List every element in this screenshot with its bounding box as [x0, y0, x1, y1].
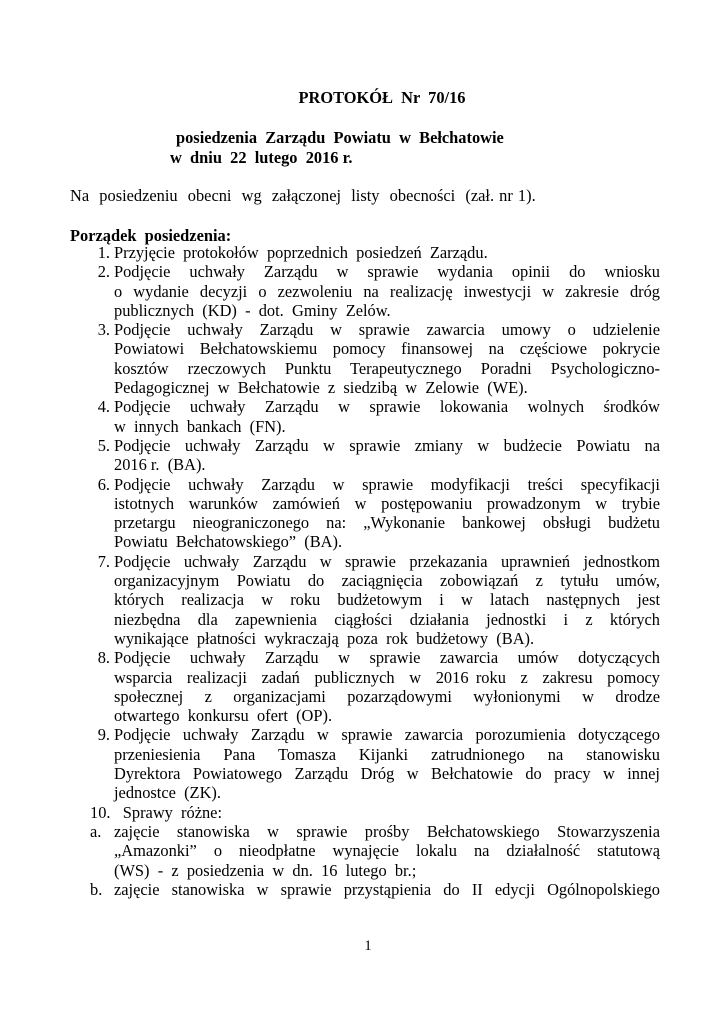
agenda-item	[70, 262, 660, 320]
agenda-item-line: Podjęcie uchwały Zarządu w sprawie zmiany w budżecie Powiatu na	[114, 435, 660, 455]
agenda-item-text	[114, 397, 660, 436]
agenda-item	[70, 436, 660, 475]
agenda-item-line: otwartego konkursu ofert (OP).	[114, 706, 333, 726]
agenda-item-line: społecznej z organizacjami pozarządowymi wyłonionymi w drodze	[114, 686, 660, 706]
agenda-item-line: 2016 r. (BA).	[114, 455, 206, 475]
agenda-item-line: Podjęcie uchwały Zarządu w sprawie zawarcia umów dotyczących	[114, 648, 660, 668]
attendance-paragraph: Na posiedzeniu obecni wg załączonej listy obecności (zał. nr 1).	[70, 186, 536, 205]
agenda-item-line: niezbędna dla zapewnienia ciągłości działania jednostki i z których	[114, 609, 660, 629]
agenda-item-number: 4.	[97, 397, 110, 417]
agenda-item-text	[114, 648, 660, 725]
agenda-item	[70, 552, 660, 648]
agenda-item-line: Podjęcie uchwały Zarządu w sprawie zawarcia umowy o udzielenie	[114, 320, 660, 340]
agenda-item	[70, 397, 660, 436]
agenda-item-line: kosztów rzeczowych Punktu Terapeutycznego Poradni Psychologiczno-	[114, 358, 660, 378]
agenda-item-line: Dyrektora Powiatowego Zarządu Dróg w Bełchatowie do pracy w innej	[114, 764, 660, 784]
agenda-item-line: o wydanie decyzji o zezwoleniu na realizację inwestycji w zakresie dróg	[114, 281, 660, 301]
agenda-item-number: 2.	[97, 262, 110, 282]
agenda-item-text	[114, 320, 660, 397]
agenda-sub-item-text	[114, 822, 660, 880]
agenda-item-number: 7.	[97, 551, 110, 571]
agenda-item-text	[114, 475, 660, 552]
agenda-item-number: 3.	[97, 320, 110, 340]
agenda-item-text	[114, 725, 660, 802]
agenda-item	[70, 648, 660, 725]
agenda-item-line: organizacyjnym Powiatu do zaciągnięcia zobowiązań z tytułu umów,	[114, 571, 660, 591]
agenda-item-line: Podjęcie uchwały Zarządu w sprawie przekazania uprawnień jednostkom	[114, 551, 660, 571]
agenda-item-text	[114, 552, 660, 648]
agenda-item-line: których realizacja w roku budżetowym i w latach następnych jest	[114, 590, 660, 610]
agenda-sub-item-line: (WS) - z posiedzenia w dn. 16 lutego br.;	[114, 860, 417, 880]
agenda-item-number: 8.	[97, 648, 110, 668]
agenda-item-10: 10. Sprawy różne:	[90, 802, 223, 822]
agenda-item	[70, 320, 660, 397]
agenda-item-text	[114, 243, 660, 262]
agenda-sub-item-letter: a.	[90, 821, 102, 841]
agenda-item-line: Powiatowi Bełchatowskiemu pomocy finansowej na częściowe pokrycie	[114, 339, 660, 359]
agenda-item-number: 5.	[97, 435, 110, 455]
agenda-item-line: Podjęcie uchwały Zarządu w sprawie modyfikacji treści specyfikacji	[114, 474, 660, 494]
agenda-heading: Porządek posiedzenia:	[70, 226, 232, 245]
agenda-item-line: publicznych (KD) - dot. Gminy Zelów.	[114, 300, 391, 320]
agenda-item-line: istotnych warunków zamówień w postępowaniu prowadzonym w trybie	[114, 493, 660, 513]
agenda-item	[70, 475, 660, 552]
agenda-item-line: Podjęcie uchwały Zarządu w sprawie zawarcia porozumienia dotyczącego	[114, 725, 660, 745]
agenda-item	[70, 243, 660, 262]
agenda-item-line: Podjęcie uchwały Zarządu w sprawie lokowania wolnych środków	[114, 397, 660, 417]
agenda-sub-item-text	[114, 880, 660, 899]
agenda-item-number: 1.	[97, 243, 110, 262]
agenda-sub-item	[70, 880, 660, 899]
agenda-sub-item-line: zajęcie stanowiska w sprawie przystąpienia do II edycji Ogólnopolskiego	[114, 879, 660, 899]
agenda-item-number: 6.	[97, 474, 110, 494]
document-subtitle-line1: posiedzenia Zarządu Powiatu w Bełchatowie	[176, 128, 504, 147]
agenda-sub-item-line: „Amazonki” o nieodpłatne wynajęcie lokalu na działalność statutową	[114, 841, 660, 861]
agenda-item-text	[114, 262, 660, 320]
agenda-item	[70, 725, 660, 802]
agenda-item-line: przetargu nieograniczonego na: „Wykonanie bankowej obsługi budżetu	[114, 513, 660, 533]
agenda-sub-item-letter: b.	[90, 879, 103, 899]
agenda-list	[70, 243, 660, 899]
agenda-item-line: wsparcia realizacji zadań publicznych w 2016 roku z zakresu pomocy	[114, 667, 660, 687]
agenda-item-line: Powiatu Bełchatowskiego” (BA).	[114, 532, 343, 552]
agenda-sub-item-line: zajęcie stanowiska w sprawie prośby Bełchatowskiego Stowarzyszenia	[114, 821, 660, 841]
document-subtitle-line2: w dniu 22 lutego 2016 r.	[170, 148, 353, 167]
page-number: 1	[364, 938, 372, 954]
agenda-sub-item	[70, 822, 660, 880]
agenda-item-number: 9.	[97, 725, 110, 745]
agenda-item-line: wynikające płatności wykraczają poza rok budżetowy (BA).	[114, 628, 535, 648]
agenda-item-line: Przyjęcie protokołów poprzednich posiedzeń Zarządu.	[114, 243, 488, 262]
agenda-item-line: w innych bankach (FN).	[114, 416, 286, 436]
agenda-item-line: jednostce (ZK).	[114, 783, 221, 803]
agenda-item-line: Pedagogicznej w Bełchatowie z siedzibą w Zelowie (WE).	[114, 378, 528, 398]
document-title: PROTOKÓŁ Nr 70/16	[298, 88, 466, 107]
agenda-item-line: Podjęcie uchwały Zarządu w sprawie wydania opinii do wniosku	[114, 262, 660, 282]
agenda-item-line: przeniesienia Pana Tomasza Kijanki zatrudnionego na stanowisku	[114, 744, 660, 764]
agenda-item-text	[114, 436, 660, 475]
